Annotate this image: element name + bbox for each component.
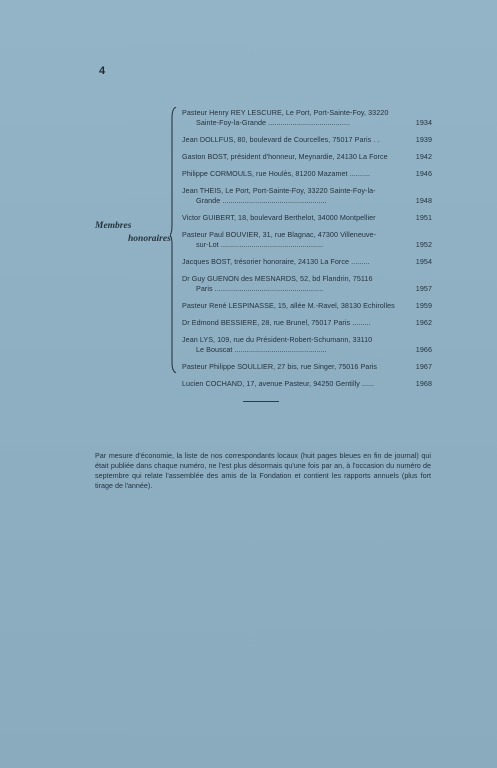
member-entry xyxy=(182,108,432,128)
member-year: 1946 xyxy=(415,169,432,178)
member-entry-continuation: Sainte-Foy-la-Grande ........................................ xyxy=(196,118,351,127)
member-year: 1951 xyxy=(415,213,432,222)
member-entry xyxy=(182,318,432,328)
member-entry xyxy=(182,213,432,223)
member-year: 1942 xyxy=(415,152,432,161)
member-year: 1967 xyxy=(415,362,432,371)
member-entry-text: Jean DOLLFUS, 80, boulevard de Courcelles, 75017 Paris . . xyxy=(182,135,380,144)
member-entry-text: Philippe CORMOULS, rue Houlès, 81200 Mazamet .......... xyxy=(182,169,371,178)
member-year: 1954 xyxy=(415,257,432,266)
member-year: 1968 xyxy=(415,379,432,388)
member-entry-text: Gaston BOST, président d'honneur, Meynardie, 24130 La Force xyxy=(182,152,388,161)
section-label-line2: honoraires xyxy=(128,234,171,244)
section-label-line1: Membres xyxy=(95,221,132,231)
member-entry xyxy=(182,152,432,162)
member-entry-text: Dr Guy GUENON des MESNARDS, 52, bd Flandrin, 75116 xyxy=(182,274,373,283)
section-label xyxy=(95,220,175,246)
member-entry xyxy=(182,186,432,206)
separator-rule xyxy=(243,401,279,402)
member-entry-text: Dr Edmond BESSIERE, 28, rue Brunel, 75017 Paris ......... xyxy=(182,318,371,327)
member-entry-text: Pasteur René LESPINASSE, 15, allée M.-Ravel, 38130 Echirolles xyxy=(182,301,395,310)
member-entry xyxy=(182,301,432,311)
member-entry xyxy=(182,379,432,389)
member-entry xyxy=(182,257,432,267)
member-entry-continuation: Grande ................................................... xyxy=(196,196,327,205)
member-year: 1962 xyxy=(415,318,432,327)
member-entry-continuation: sur-Lot .................................................. xyxy=(196,240,324,249)
member-entry xyxy=(182,135,432,145)
member-entry-text: Jean THEIS, Le Port, Port-Sainte-Foy, 33220 Sainte-Foy-la- xyxy=(182,186,376,195)
member-entry-text: Pasteur Paul BOUVIER, 31, rue Blagnac, 47300 Villeneuve- xyxy=(182,230,377,239)
page-number: 4 xyxy=(99,65,106,77)
member-entry-text: Lucien COCHAND, 17, avenue Pasteur, 94250 Gentilly ...... xyxy=(182,379,375,388)
curly-brace xyxy=(170,107,178,373)
member-year: 1959 xyxy=(415,301,432,310)
member-year: 1934 xyxy=(415,118,432,127)
member-entry xyxy=(182,362,432,372)
member-entry-text: Jacques BOST, trésorier honoraire, 24130 La Force ......... xyxy=(182,257,370,266)
member-entry-continuation: Paris ..................................................... xyxy=(196,284,324,293)
member-entry-text: Pasteur Henry REY LESCURE, Le Port, Port-Sainte-Foy, 33220 xyxy=(182,108,389,117)
members-list xyxy=(182,108,432,396)
member-entry xyxy=(182,169,432,179)
member-year: 1957 xyxy=(415,284,432,293)
member-year: 1952 xyxy=(415,240,432,249)
member-year: 1948 xyxy=(415,196,432,205)
member-entry xyxy=(182,230,432,250)
member-entry-text: Jean LYS, 109, rue du Président-Robert-Schumann, 33110 xyxy=(182,335,373,344)
member-year: 1939 xyxy=(415,135,432,144)
member-entry xyxy=(182,274,432,294)
member-entry-text: Victor GUIBERT, 18, boulevard Berthelot, 34000 Montpellier xyxy=(182,213,376,222)
footnote-paragraph: Par mesure d'économie, la liste de nos correspondants locaux (huit pages bleues en fin de journal) qui était publiée dans chaque numéro, ne l'est plus désormais qu'une fois par an, à l'occasion du numéro de septembre qui relate l'assemblée des amis de la Fondation et contient les rapports annuels (plus fort tirage de l'année). xyxy=(95,451,431,490)
member-year: 1966 xyxy=(415,345,432,354)
member-entry xyxy=(182,335,432,355)
member-entry-continuation: Le Bouscat ............................................. xyxy=(196,345,327,354)
member-entry-text: Pasteur Philippe SOULLIER, 27 bis, rue Singer, 75016 Paris xyxy=(182,362,378,371)
